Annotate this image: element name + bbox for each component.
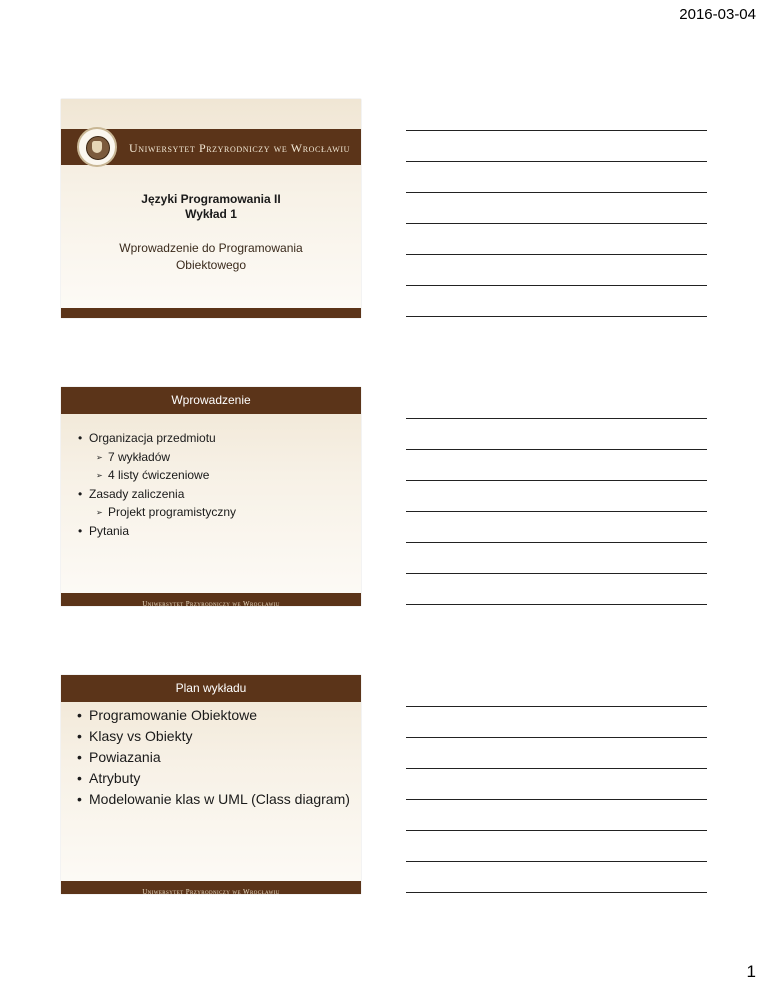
note-line [406,511,707,512]
note-line [406,706,707,707]
note-line [406,285,707,286]
subtitle-line: Wprowadzenie do Programowania [119,241,303,255]
note-line [406,861,707,862]
slide-heading: Plan wykładu [61,675,361,702]
list-item: • Modelowanie klas w UML (Class diagram) [61,789,350,810]
note-line [406,418,707,419]
list-item: • Organizacja przedmiotu [61,429,236,448]
list-item: • Klasy vs Obiekty [61,726,350,747]
note-line [406,604,707,605]
list-item: • Pytania [61,522,236,541]
note-line [406,892,707,893]
slide-heading: Wprowadzenie [61,387,361,414]
note-line [406,573,707,574]
note-line [406,449,707,450]
note-line [406,316,707,317]
subtitle-line: Obiektowego [175,258,247,272]
slide-title-text [61,192,361,222]
slide-lecture-plan [61,675,361,894]
university-seal-icon [77,127,117,167]
course-title: Języki Programowania II [141,192,281,206]
lecture-number: Wykład 1 [185,207,237,221]
note-line [406,768,707,769]
bullet-list [61,705,350,810]
note-line [406,254,707,255]
slide-bottom-bar [61,308,361,318]
note-line [406,130,707,131]
list-item: • Programowanie Obiektowe [61,705,350,726]
list-subitem: ➢ 4 listy ćwiczeniowe [61,466,236,485]
note-line [406,192,707,193]
note-line [406,737,707,738]
list-subitem: ➢ 7 wykładów [61,448,236,467]
list-item: • Zasady zaliczenia [61,485,236,504]
print-date: 2016-03-04 [679,6,756,23]
page-number: 1 [746,962,756,981]
note-line [406,799,707,800]
slide-introduction [61,387,361,606]
note-line [406,542,707,543]
slide-footer [61,881,361,894]
slide-title [61,99,361,318]
slide-subtitle [61,240,361,274]
list-item: • Atrybuty [61,768,350,789]
list-item: • Powiazania [61,747,350,768]
footer-university-name: Uniwersytet Przyrodniczy we Wrocławiu [142,888,280,896]
note-line [406,480,707,481]
slide-footer [61,593,361,606]
university-name: Uniwersytet Przyrodniczy we Wrocławiu [129,141,350,155]
note-line [406,830,707,831]
bullet-list [61,429,236,541]
footer-university-name: Uniwersytet Przyrodniczy we Wrocławiu [142,600,280,608]
note-line [406,161,707,162]
list-subitem: ➢ Projekt programistyczny [61,503,236,522]
note-line [406,223,707,224]
